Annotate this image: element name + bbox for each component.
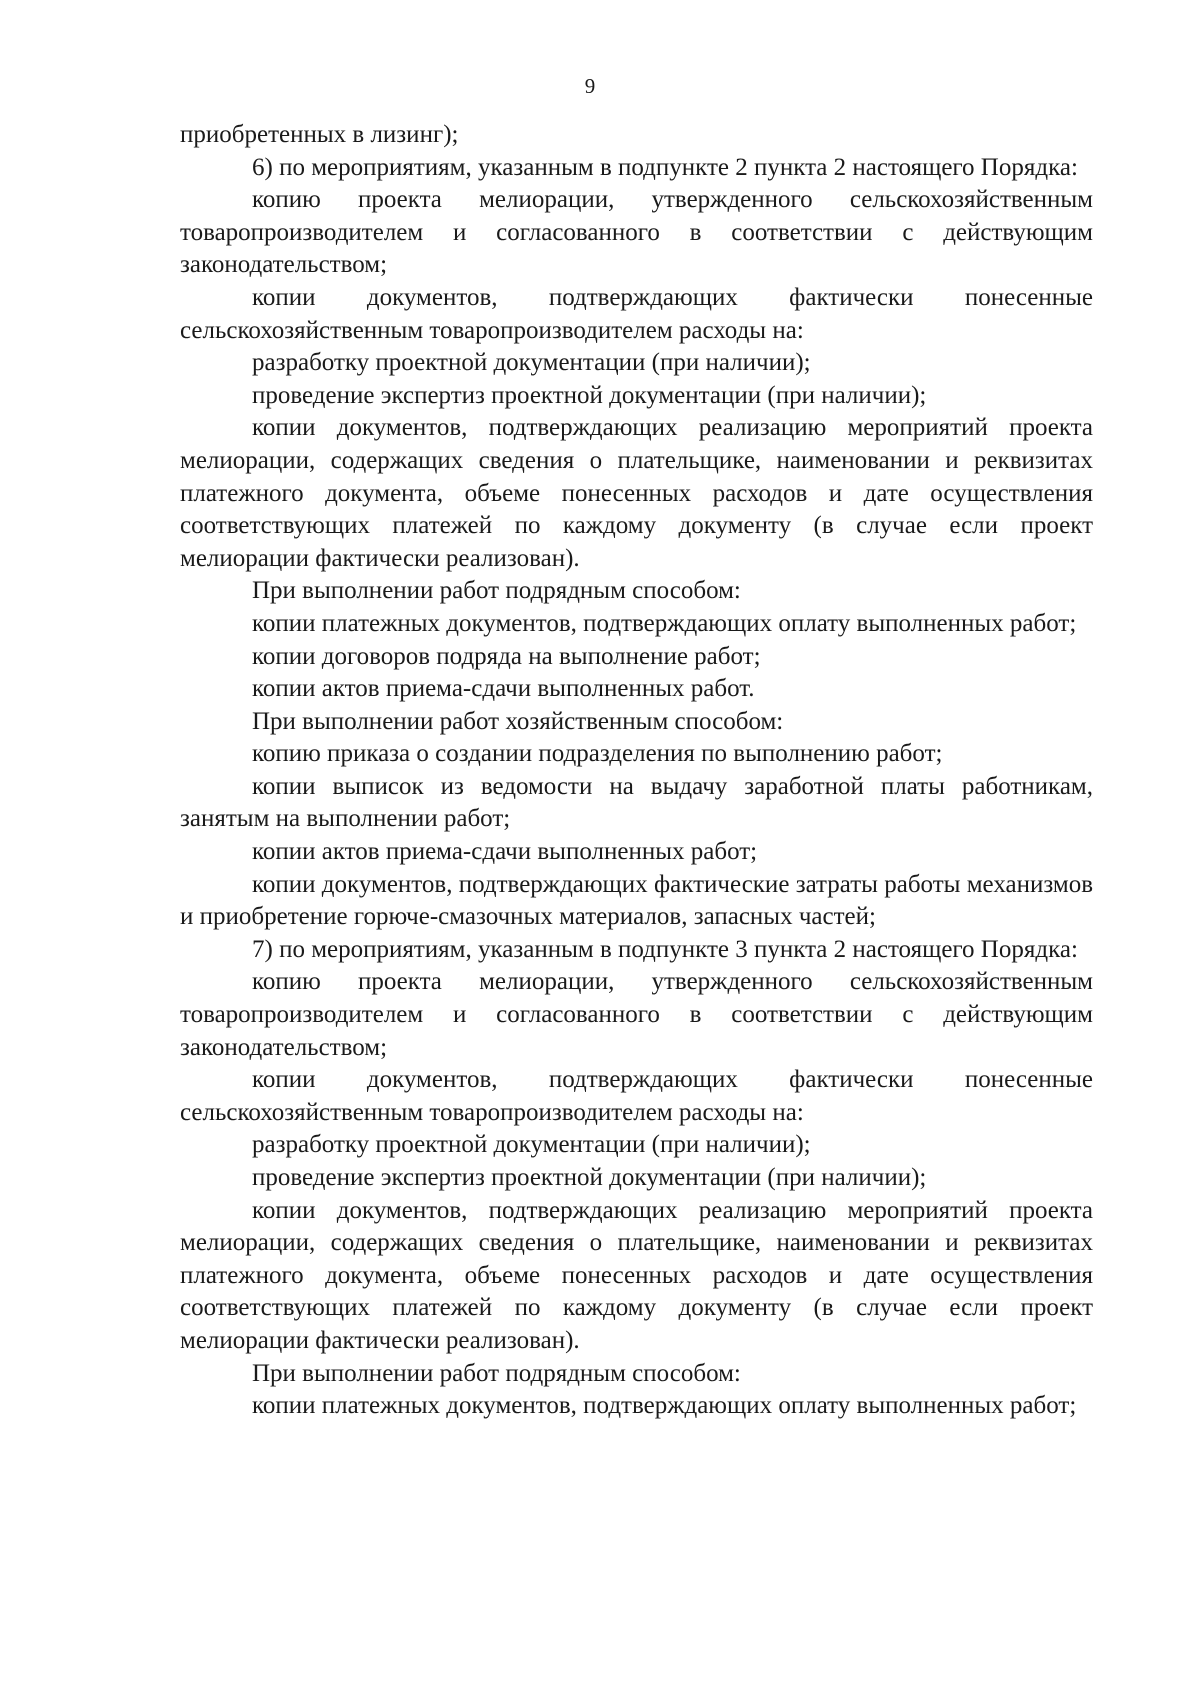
- paragraph: копии документов, подтверждающих фактически понесенные сельскохозяйственным товаропроизводителем расходы на:: [180, 1066, 1093, 1126]
- paragraph: 7) по мероприятиям, указанным в подпункте 3 пункта 2 настоящего Порядка:: [252, 935, 1078, 963]
- paragraph: копию проекта мелиорации, утвержденного сельскохозяйственным товаропроизводителем и согласованного в соответствии с действующим законодательством;: [180, 186, 1093, 279]
- paragraph: копии документов, подтверждающих фактические затраты работы механизмов и приобретение горюче-смазочных материалов, запасных частей;: [180, 870, 1093, 931]
- page-number: 9: [584, 74, 596, 98]
- paragraph: При выполнении работ хозяйственным способом:: [252, 707, 784, 735]
- paragraph: копии платежных документов, подтверждающих оплату выполненных работ;: [252, 609, 1077, 637]
- paragraph: копии документов, подтверждающих реализацию мероприятий проекта мелиорации, содержащих сведения о плательщике, наименовании и реквизитах платежного документа, объеме понесенных расходов и дате осуществления соответствующих платежей по каждому документу (в случае если проект мелиорации фактически реализован).: [180, 414, 1093, 572]
- paragraph: копии выписок из ведомости на выдачу заработной платы работникам, занятым на выполнении работ;: [180, 772, 1093, 833]
- paragraph: копии договоров подряда на выполнение работ;: [252, 642, 761, 670]
- paragraph: При выполнении работ подрядным способом:: [252, 577, 741, 605]
- paragraph: проведение экспертиз проектной документации (при наличии);: [252, 1164, 927, 1191]
- paragraph: копию приказа о создании подразделения по выполнению работ;: [252, 740, 943, 768]
- paragraph: 6) по мероприятиям, указанным в подпункте 2 пункта 2 настоящего Порядка:: [252, 153, 1078, 181]
- paragraph: При выполнении работ подрядным способом:: [252, 1359, 741, 1387]
- document-body: [180, 119, 1093, 1423]
- paragraph: копии платежных документов, подтверждающих оплату выполненных работ;: [252, 1392, 1077, 1420]
- paragraph: копии актов приема-сдачи выполненных работ.: [252, 675, 755, 703]
- paragraph: проведение экспертиз проектной документации (при наличии);: [252, 381, 927, 409]
- paragraph: копии документов, подтверждающих реализацию мероприятий проекта мелиорации, содержащих сведения о плательщике, наименовании и реквизитах платежного документа, объеме понесенных расходов и дате осуществления соответствующих платежей по каждому документу (в случае если проект мелиорации фактически реализован).: [180, 1196, 1093, 1354]
- paragraph: копии актов приема-сдачи выполненных работ;: [252, 838, 758, 866]
- paragraph: приобретенных в лизинг);: [180, 121, 459, 148]
- paragraph: разработку проектной документации (при наличии);: [252, 1131, 811, 1159]
- paragraph: разработку проектной документации (при наличии);: [252, 349, 811, 377]
- paragraph: копию проекта мелиорации, утвержденного сельскохозяйственным товаропроизводителем и согласованного в соответствии с действующим законодательством;: [180, 968, 1093, 1061]
- paragraph: копии документов, подтверждающих фактически понесенные сельскохозяйственным товаропроизводителем расходы на:: [180, 283, 1093, 344]
